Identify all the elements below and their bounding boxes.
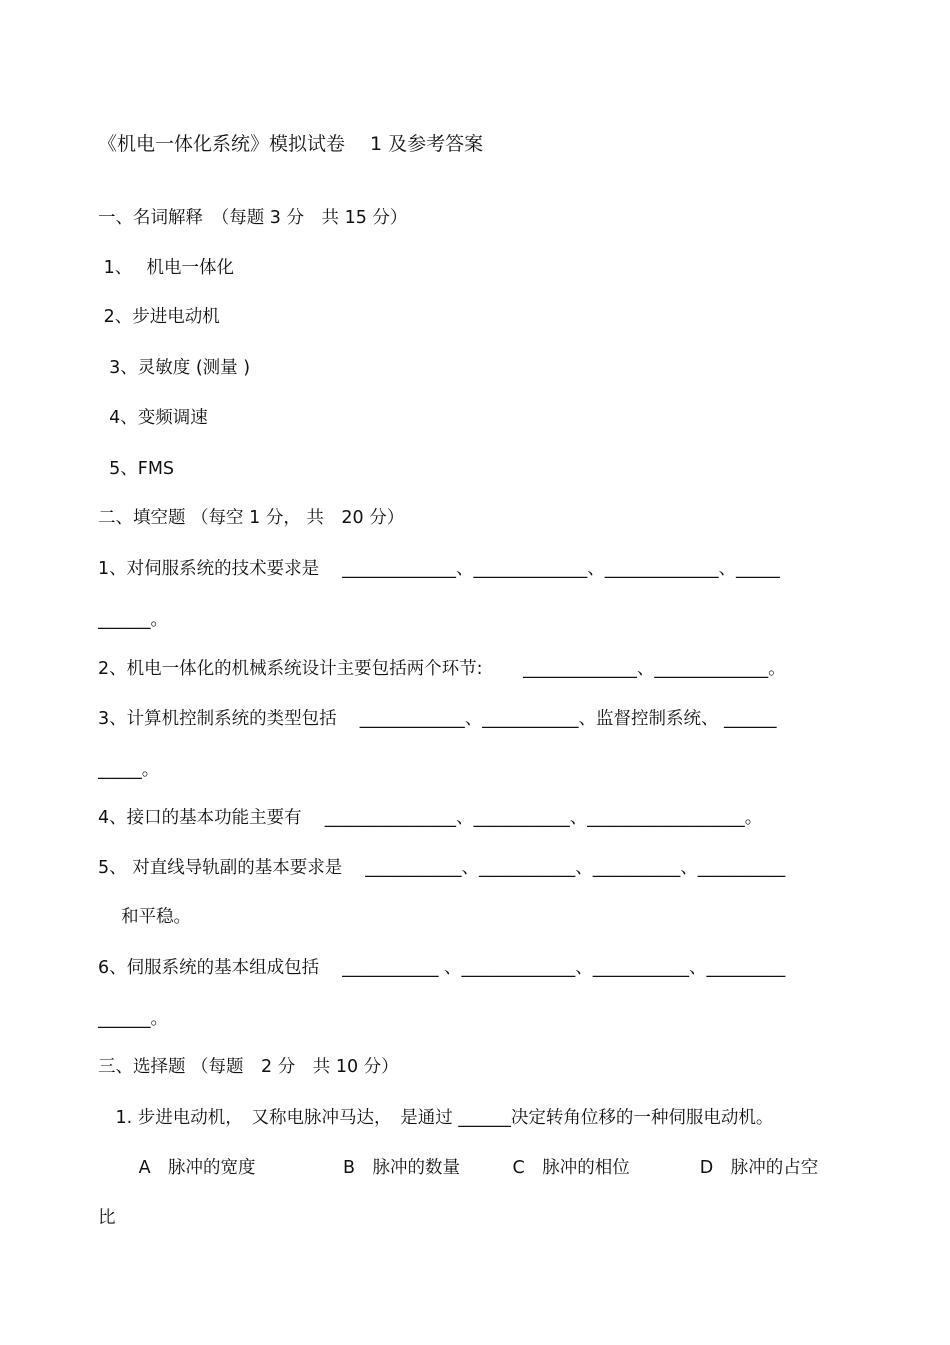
choice-question: 1. 步进电动机， 又称电脉冲马达， 是通过 ______决定转角位移的一种伺服电动机。	[98, 1108, 774, 1128]
fill-in-question-continued: ______。	[98, 610, 168, 630]
fill-in-question: 4、接口的基本功能主要有 _______________、___________、__________________。	[98, 808, 763, 828]
definition-item: 3、灵敏度 (测量 )	[98, 358, 251, 378]
section-heading-multiple-choice: 三、选择题 （每题 2 分 共 10 分）	[98, 1057, 399, 1077]
fill-in-question: 6、伺服系统的基本组成包括 ___________ 、_____________、___________、_________	[98, 958, 786, 978]
fill-in-question: 2、机电一体化的机械系统设计主要包括两个环节: _____________、_____________。	[98, 659, 786, 679]
fill-in-question-continued: 和平稳。	[98, 907, 192, 927]
fill-in-question-continued: ______。	[98, 1009, 168, 1029]
definition-item: 4、变频调速	[98, 408, 208, 428]
definition-item: 2、步进电动机	[98, 307, 220, 327]
section-heading-definitions: 一、名词解释 （每题 3 分 共 15 分）	[98, 208, 408, 228]
definition-item: 1、 机电一体化	[98, 258, 235, 278]
fill-in-question: 1、对伺服系统的技术要求是 _____________、_____________、_____________、_____	[98, 559, 780, 579]
page-title: 《机电一体化系统》模拟试卷 1 及参考答案	[98, 133, 484, 155]
fill-in-question: 3、计算机控制系统的类型包括 ____________、___________、监督控制系统、 ______	[98, 709, 777, 729]
fill-in-question: 5、 对直线导轨副的基本要求是 ___________、___________、__________、__________	[98, 858, 786, 878]
definition-item: 5、FMS	[98, 459, 175, 479]
fill-in-question-continued: _____。	[98, 760, 160, 780]
choice-options-continued: 比	[98, 1208, 116, 1228]
section-heading-fill-in: 二、填空题 （每空 1 分， 共 20 分）	[98, 508, 405, 528]
choice-options: A 脉冲的宽度 B 脉冲的数量 C 脉冲的相位 D 脉冲的占空	[98, 1158, 819, 1178]
